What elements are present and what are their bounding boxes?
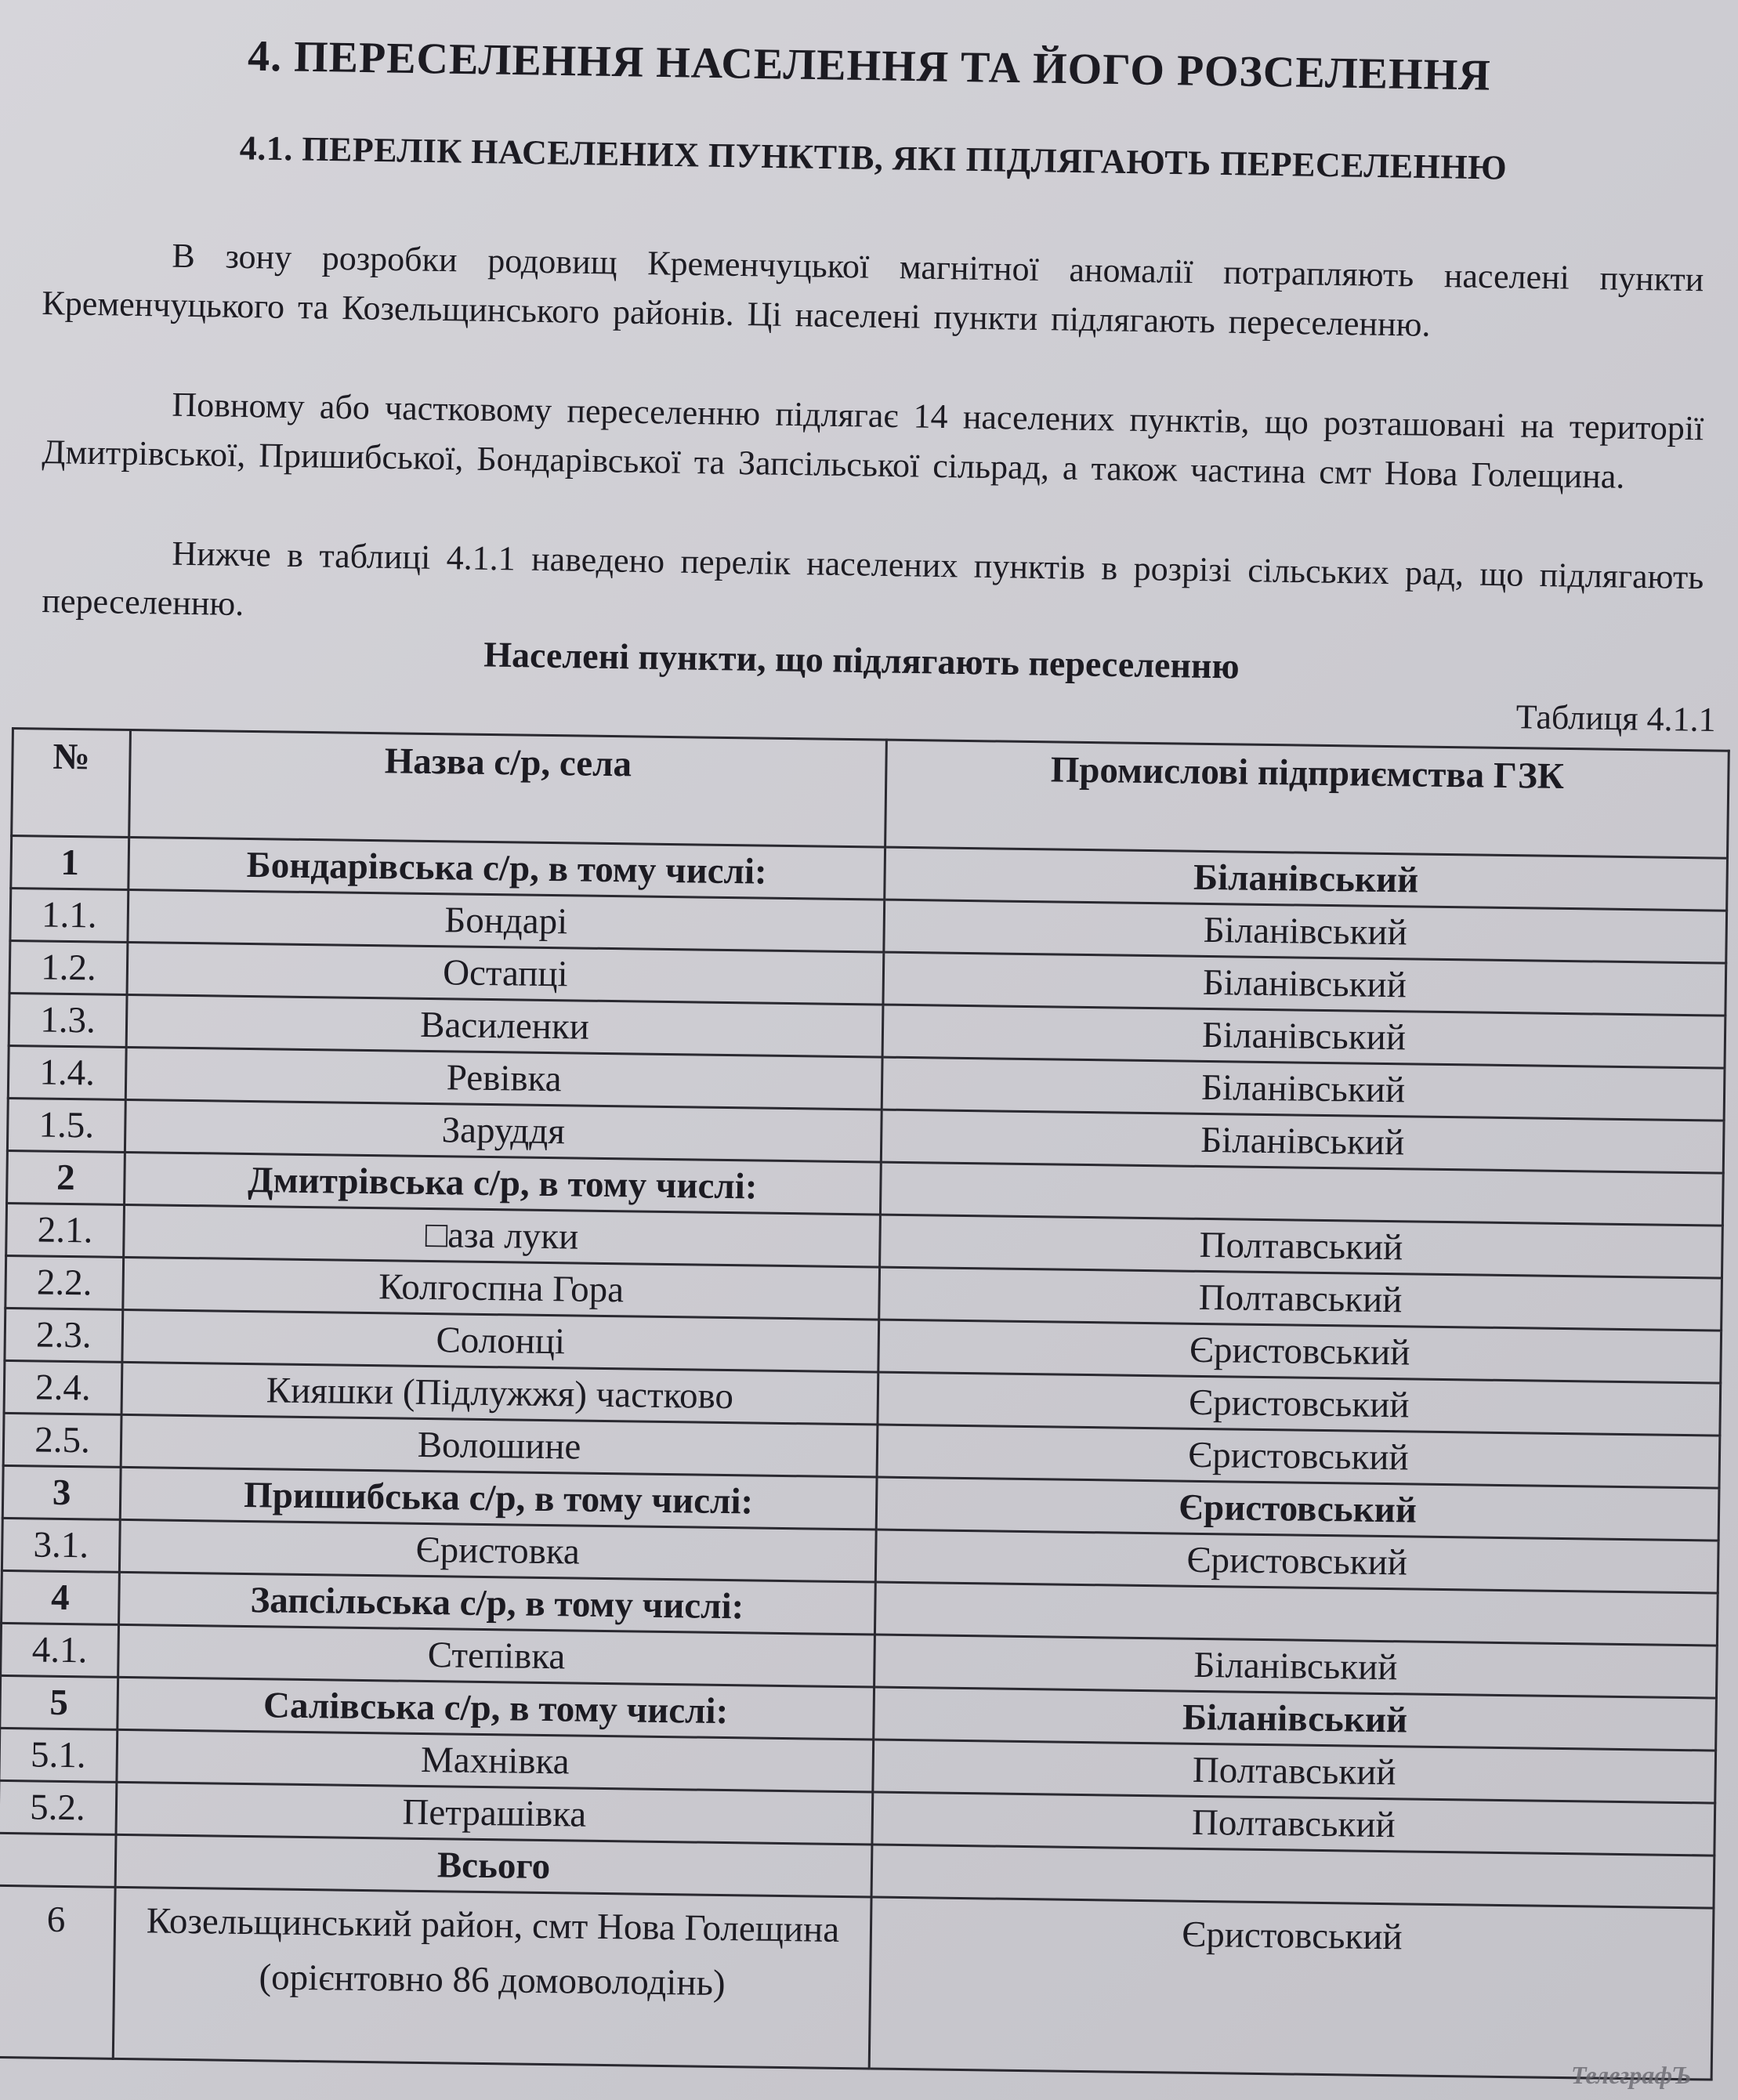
row-number-cell: 5.1. bbox=[0, 1728, 118, 1782]
row-enterprise-cell: Біланівський bbox=[882, 1005, 1725, 1068]
row-enterprise-cell: Полтавський bbox=[872, 1792, 1715, 1856]
paragraph-2: Повному або частковому переселенню підлягає 14 населених пунктів, що розташовані на території Дмитрівської, Пришибської, Бондарівської та Запсільської сільрад, а також частина смт Нова Голещина. bbox=[42, 385, 1704, 496]
row-name-cell: Пришибська с/р, в тому числі: bbox=[120, 1467, 877, 1530]
row-number-cell: 4 bbox=[2, 1570, 120, 1624]
row-enterprise-cell: Полтавський bbox=[873, 1740, 1716, 1803]
table-row bbox=[0, 1885, 1714, 2080]
row-name-cell: Бондарівська с/р, в тому числі: bbox=[129, 837, 885, 900]
row-name-cell: Салівська с/р, в тому числі: bbox=[118, 1677, 874, 1740]
header-number: № bbox=[12, 729, 131, 838]
row-name-cell: Солонці bbox=[122, 1309, 879, 1372]
paragraph-3: Нижче в таблиці 4.1.1 наведено перелік населених пунктів в розрізі сільських рад, що підлягають переселенню. bbox=[42, 534, 1704, 624]
row-name-cell: Волошине bbox=[121, 1414, 878, 1477]
row-name-cell: Петрашівка bbox=[116, 1782, 873, 1845]
row-number-cell: 5 bbox=[0, 1675, 118, 1729]
settlements-table-wrapper bbox=[0, 727, 1728, 2081]
row-enterprise-cell: Єристовський bbox=[877, 1425, 1720, 1488]
row-name-cell: Запсільська с/р, в тому числі: bbox=[119, 1572, 876, 1635]
row-name-cell: Махнівка bbox=[117, 1729, 874, 1792]
row-enterprise-cell: Біланівський bbox=[885, 847, 1728, 911]
row-number-cell: 1.3. bbox=[9, 993, 127, 1047]
table-body bbox=[0, 836, 1727, 2080]
row-name-cell: Степівка bbox=[118, 1624, 875, 1687]
row-number-cell: 1.1. bbox=[10, 889, 129, 943]
row-name-cell: Єристовка bbox=[119, 1519, 876, 1582]
paragraph-1: В зону розробки родовищ Кременчуцької магнітної аномалії потрапляють населені пункти Кременчуцького та Козельщинського районів. Ці населені пункти підлягають переселенню. bbox=[42, 236, 1704, 344]
row-enterprise-cell: Полтавський bbox=[879, 1267, 1722, 1331]
row-enterprise-cell: Біланівський bbox=[874, 1635, 1718, 1698]
row-name-cell: Василенки bbox=[126, 994, 883, 1057]
header-enterprise: Промислові підприємства ГЗК bbox=[885, 740, 1729, 858]
row-enterprise-cell: Біланівський bbox=[882, 1057, 1725, 1121]
header-name: Назва с/р, села bbox=[129, 730, 887, 847]
row-name-cell: Всього bbox=[115, 1834, 872, 1897]
row-enterprise-cell: Єристовський bbox=[869, 1897, 1714, 2080]
row-number-cell: 2 bbox=[7, 1150, 125, 1204]
row-number-cell bbox=[0, 1833, 116, 1887]
row-number-cell: 4.1. bbox=[1, 1623, 119, 1677]
row-name-cell: Заруддя bbox=[125, 1099, 882, 1162]
row-enterprise-cell: Біланівський bbox=[883, 952, 1726, 1016]
subsection-title: 4.1. ПЕРЕЛІК НАСЕЛЕНИХ ПУНКТІВ, ЯКІ ПІДЛЯГАЮТЬ ПЕРЕСЕЛЕННЮ bbox=[239, 129, 1508, 187]
row-name-cell: Ревівка bbox=[125, 1047, 882, 1110]
row-number-cell: 5.2. bbox=[0, 1780, 117, 1834]
row-enterprise-cell: Біланівський bbox=[884, 900, 1727, 963]
table-label: Таблиця 4.1.1 bbox=[1515, 697, 1716, 740]
table-caption: Населені пункти, що підлягають переселенню bbox=[483, 634, 1240, 686]
row-number-cell: 2.3. bbox=[5, 1308, 123, 1362]
settlements-table bbox=[0, 727, 1730, 2081]
row-enterprise-cell: Біланівський bbox=[874, 1687, 1717, 1751]
row-number-cell: 1.2. bbox=[9, 940, 128, 994]
row-name-cell: Колгоспна Гора bbox=[123, 1257, 880, 1320]
row-enterprise-cell: Єристовський bbox=[878, 1372, 1721, 1436]
row-number-cell: 6 bbox=[0, 1885, 115, 2058]
row-number-cell: 3.1. bbox=[2, 1518, 120, 1572]
row-name-cell: Козельщинський район, смт Нова Голещина (орієнтовно 86 домоволодінь) bbox=[113, 1887, 871, 2069]
watermark-logo: ТелеграфЪ bbox=[1571, 2061, 1692, 2089]
row-enterprise-cell: Полтавський bbox=[880, 1215, 1723, 1278]
row-name-cell: Кияшки (Підлужжя) частково bbox=[121, 1362, 878, 1425]
section-title: 4. ПЕРЕСЕЛЕННЯ НАСЕЛЕННЯ ТА ЙОГО РОЗСЕЛЕННЯ bbox=[247, 31, 1492, 100]
row-enterprise-cell: Єристовський bbox=[875, 1530, 1718, 1593]
row-number-cell: 1.4. bbox=[8, 1045, 126, 1099]
row-number-cell: 3 bbox=[2, 1465, 121, 1519]
row-number-cell: 2.2. bbox=[5, 1255, 124, 1309]
row-number-cell: 1 bbox=[11, 836, 129, 890]
row-number-cell: 2.1. bbox=[6, 1203, 125, 1257]
row-name-cell: Бондарі bbox=[128, 889, 885, 952]
row-enterprise-cell: Біланівський bbox=[881, 1110, 1724, 1173]
row-name-cell: □аза луки bbox=[124, 1204, 881, 1267]
row-number-cell: 2.4. bbox=[4, 1360, 122, 1414]
row-number-cell: 2.5. bbox=[3, 1413, 121, 1467]
row-enterprise-cell: Єристовський bbox=[878, 1320, 1722, 1383]
row-enterprise-cell: Єристовський bbox=[876, 1477, 1719, 1541]
row-number-cell: 1.5. bbox=[7, 1098, 125, 1152]
row-name-cell: Дмитрівська с/р, в тому числі: bbox=[125, 1152, 882, 1215]
row-name-cell: Остапці bbox=[127, 942, 884, 1005]
